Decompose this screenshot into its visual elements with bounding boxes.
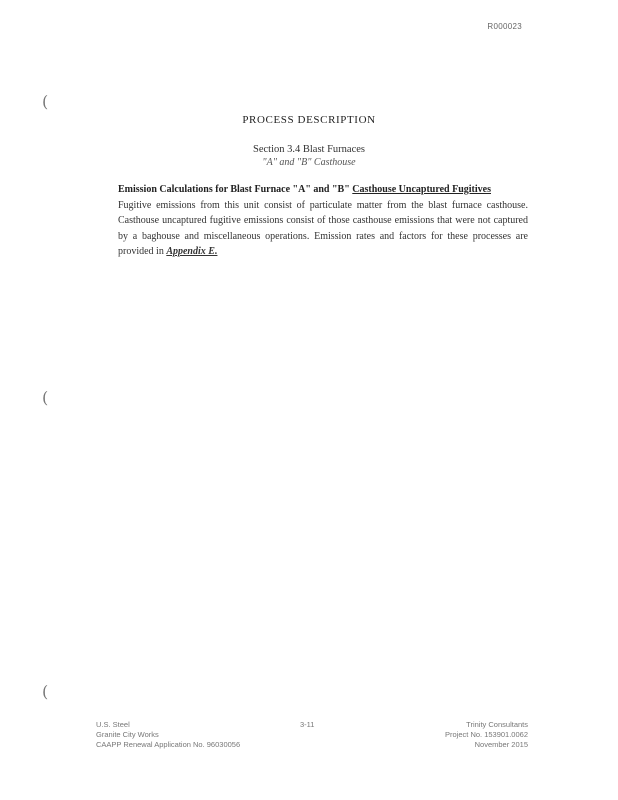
footer-company: U.S. Steel xyxy=(96,720,130,729)
document-id: R000023 xyxy=(487,22,522,31)
margin-mark: ( xyxy=(42,682,49,701)
subsection-heading: "A" and "B" Casthouse xyxy=(262,157,356,168)
footer-facility: Granite City Works xyxy=(96,730,159,739)
footer-right xyxy=(445,720,528,750)
page-number: 3-11 xyxy=(300,720,315,729)
paragraph-heading: Emission Calculations for Blast Furnace "A" and "B" xyxy=(118,184,353,195)
section-heading: Section 3.4 Blast Furnaces xyxy=(253,144,365,155)
footer-left xyxy=(96,720,240,750)
margin-mark: ( xyxy=(42,388,49,407)
footer-date: November 2015 xyxy=(474,740,528,749)
paragraph-text: Fugitive emissions from this unit consist of particulate matter from the blast furnace casthouse. Casthouse uncaptured fugitive emissions consist of those casthouse emissions that were not captured by a baghouse and miscellaneous operations. Emission rates and factors for these processes are provided in xyxy=(118,199,528,257)
paragraph-heading-underlined: Casthouse Uncaptured Fugitives xyxy=(352,184,491,195)
page-title: PROCESS DESCRIPTION xyxy=(242,114,376,126)
footer-consultant: Trinity Consultants xyxy=(466,720,528,729)
margin-mark: ( xyxy=(42,92,49,111)
body-paragraph xyxy=(118,182,528,260)
appendix-reference: Appendix E. xyxy=(166,246,218,257)
footer-application: CAAPP Renewal Application No. 96030056 xyxy=(96,740,241,749)
footer-project: Project No. 153901.0062 xyxy=(445,730,528,739)
